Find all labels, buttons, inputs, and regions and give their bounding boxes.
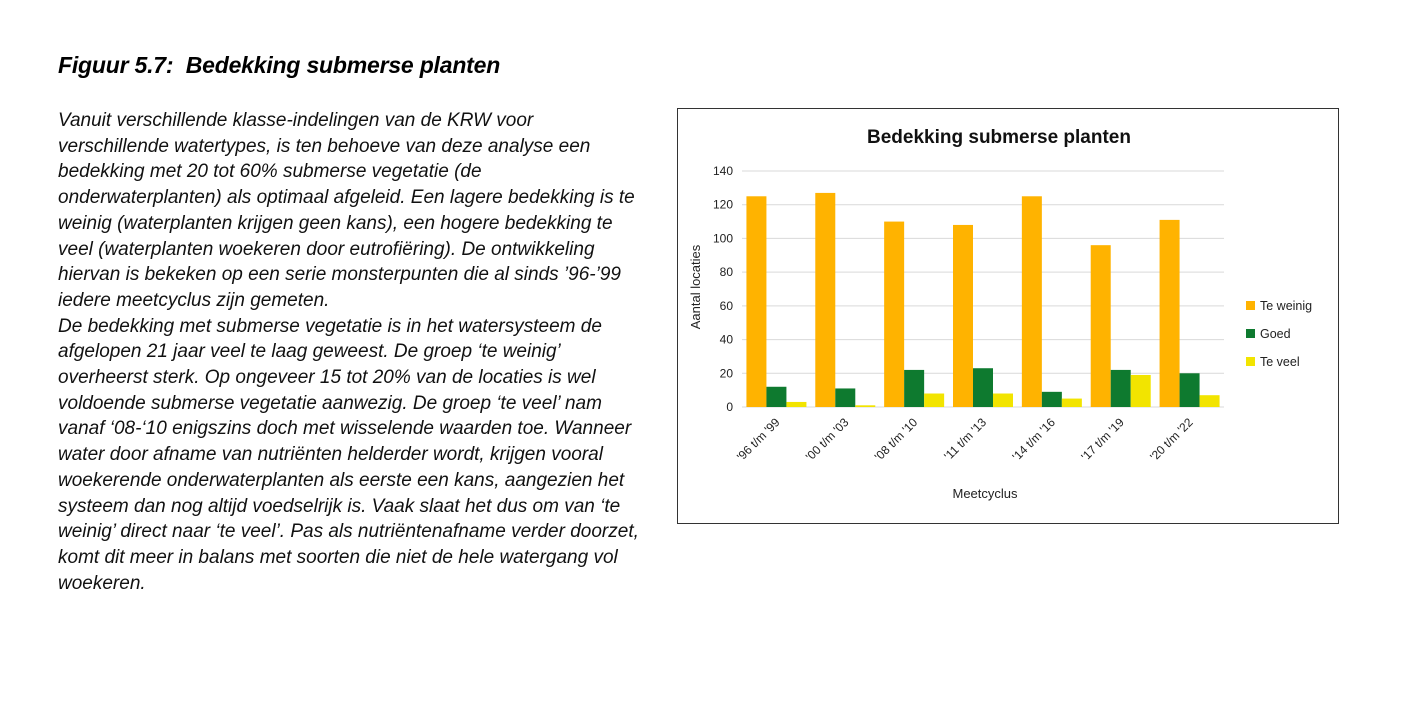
bar-goed <box>904 370 924 407</box>
bar-te-weinig <box>953 225 973 407</box>
y-tick-label: 100 <box>712 231 733 246</box>
bar-goed <box>1111 370 1131 407</box>
x-tick-label: '14 t/m '16 <box>1009 415 1058 464</box>
bar-te-weinig <box>884 222 904 407</box>
bar-te-veel <box>924 394 944 407</box>
body-text <box>58 108 648 596</box>
paragraph-results: De bedekking met submerse vegetatie is in het watersysteem de afgelopen 21 jaar veel te laag geweest. De groep ‘te weinig’ overheerst sterk. Op ongeveer 15 tot 20% van de locaties is wel voldoende submerse vegetatie aanwezig. De groep ‘te veel’ nam vanaf ‘08-‘10 enigszins doch met wisselende waarden toe. Wanneer water door afname van nutriënten helderder wordt, krijgen vooral woekerende onderwaterplanten als eerste een kans, aangezien het systeem dan nog altijd voedselrijk is. Vaak slaat het dus om van ‘te weinig’ direct naar ‘te veel’. Pas als nutriëntenafname verder doorzet, komt dit meer in balans met soorten die niet de hele watergang vol woekeren. <box>58 315 639 594</box>
x-tick-label: '11 t/m '13 <box>941 415 990 464</box>
y-tick-label: 140 <box>712 164 733 178</box>
bar-goed <box>1042 392 1062 407</box>
x-tick-label: '00 t/m '03 <box>802 415 852 464</box>
bar-te-veel <box>1062 399 1082 407</box>
x-tick-label: '17 t/m '19 <box>1078 415 1127 464</box>
x-tick-label: '96 t/m '99 <box>734 415 783 464</box>
legend-swatch <box>1246 301 1255 310</box>
y-axis-title: Aantal locaties <box>688 244 703 330</box>
y-tick-label: 120 <box>712 197 733 212</box>
legend-swatch <box>1246 329 1255 338</box>
bar-te-weinig <box>1160 220 1180 407</box>
bar-te-veel <box>1131 375 1151 407</box>
bar-te-weinig <box>1091 245 1111 407</box>
bar-chart <box>678 109 1340 525</box>
y-tick-label: 60 <box>719 298 733 313</box>
y-tick-label: 80 <box>719 265 733 280</box>
bar-te-veel <box>1200 395 1220 407</box>
bar-te-veel <box>993 394 1013 407</box>
bar-goed <box>1180 373 1200 407</box>
bar-te-veel <box>786 402 806 407</box>
x-tick-label: '20 t/m '22 <box>1147 415 1196 464</box>
y-tick-label: 0 <box>726 400 733 414</box>
chart-frame <box>677 108 1339 524</box>
bar-goed <box>835 388 855 407</box>
bar-goed <box>766 387 786 407</box>
bar-te-weinig <box>815 193 835 407</box>
chart-title: Bedekking submerse planten <box>867 127 1131 148</box>
x-tick-label: '08 t/m '10 <box>871 415 921 464</box>
figure-heading: Figuur 5.7: Bedekking submerse planten <box>58 52 501 78</box>
x-axis-title: Meetcyclus <box>952 486 1018 501</box>
y-axis-ticks <box>713 164 733 414</box>
paragraph-intro: Vanuit verschillende klasse-indelingen van de KRW voor verschillende watertypes, is ten behoeve van deze analyse een bedekking met 20 tot 60% submerse vegetatie (de onderwaterplanten) als optimaal afgeleid. Een lagere bedekking is te weinig (waterplanten krijgen geen kans), een hogere bedekking te veel (waterplanten woekeren door eutrofiëring). De ontwikkeling hiervan is bekeken op een serie monsterpunten die al sinds ’96-’99 iedere meetcyclus zijn gemeten. <box>58 110 635 311</box>
bar-te-weinig <box>746 196 766 407</box>
bar-te-veel <box>855 405 875 407</box>
legend-label: Te weinig <box>1260 299 1313 313</box>
legend-label: Te veel <box>1260 355 1300 369</box>
y-tick-label: 40 <box>719 332 733 347</box>
legend <box>1246 299 1312 369</box>
legend-swatch <box>1246 357 1255 366</box>
bars <box>746 193 1219 407</box>
legend-label: Goed <box>1260 327 1291 341</box>
y-tick-label: 20 <box>719 366 733 381</box>
x-axis-ticks <box>734 415 1196 464</box>
bar-goed <box>973 368 993 407</box>
bar-te-weinig <box>1022 196 1042 407</box>
